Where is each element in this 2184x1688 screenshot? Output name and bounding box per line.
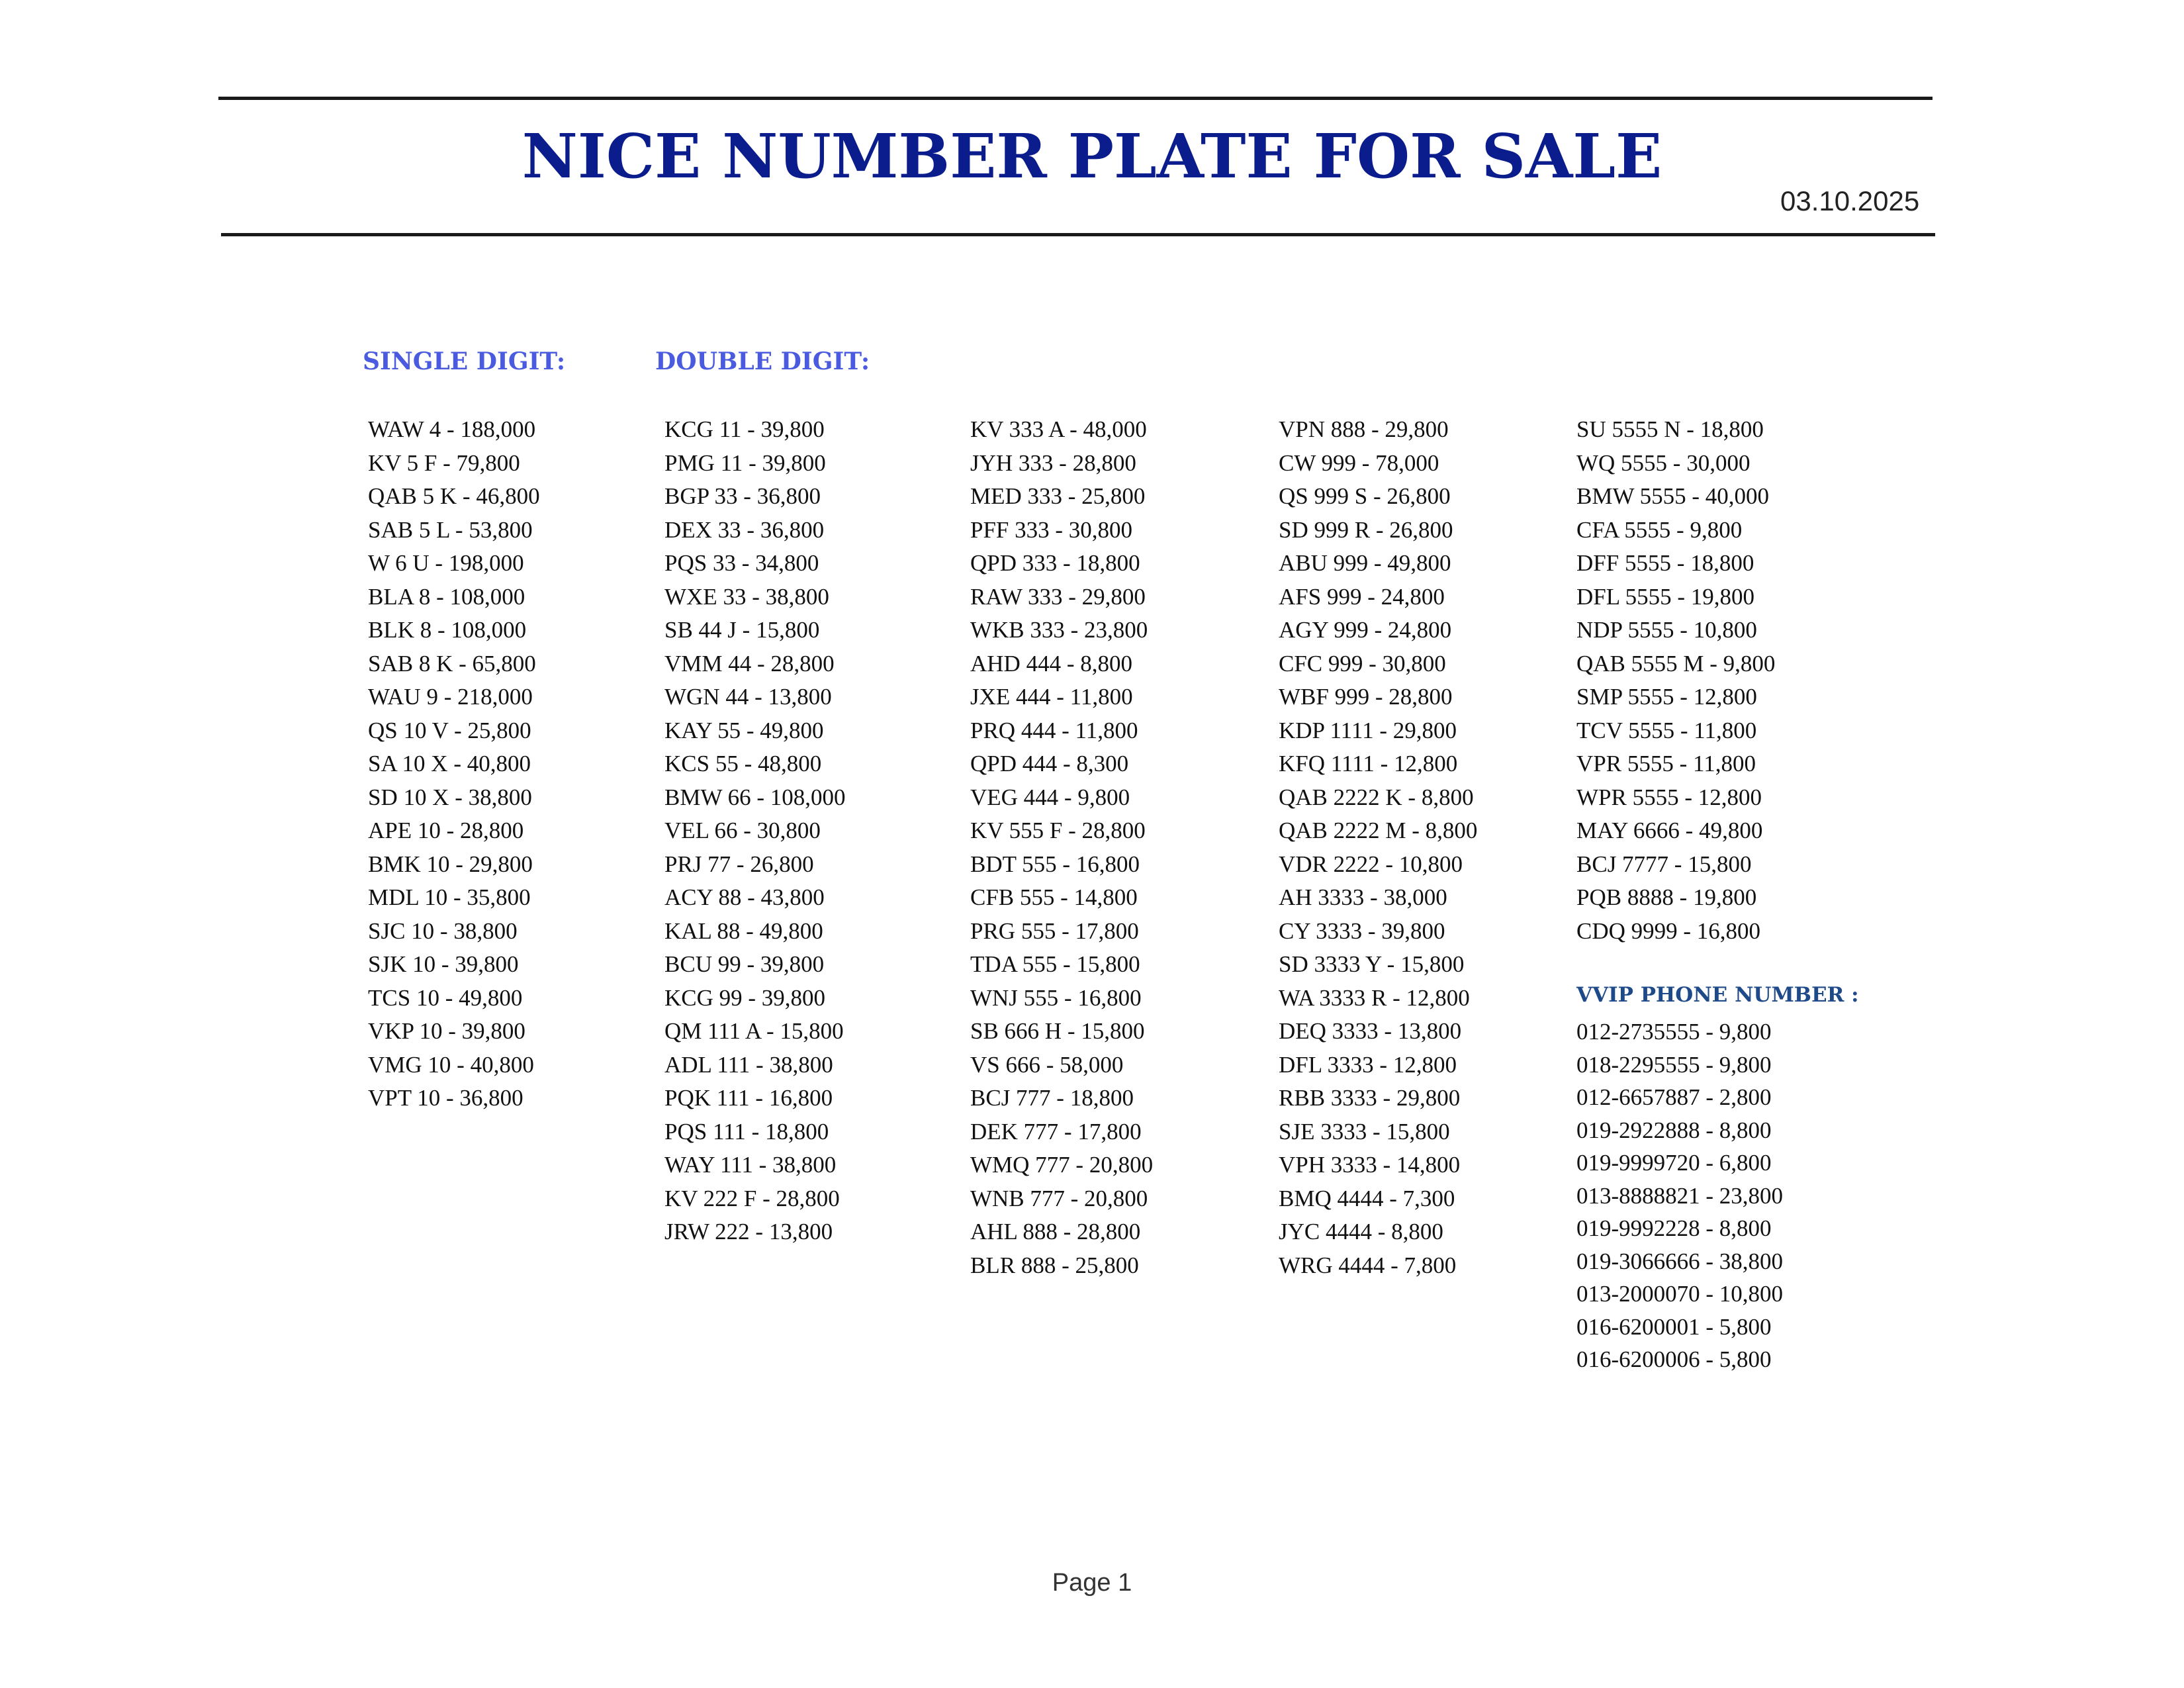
list-item: CFB 555 - 14,800 [970, 884, 1138, 910]
single-digit-heading: SINGLE DIGIT: [363, 348, 566, 375]
list-item: AHD 444 - 8,800 [970, 650, 1132, 677]
list-item: PMG 11 - 39,800 [664, 449, 826, 476]
list-item: RAW 333 - 29,800 [970, 583, 1146, 610]
list-item: SU 5555 N - 18,800 [1576, 416, 1764, 442]
document-date: 03.10.2025 [1780, 185, 1920, 216]
list-item: WA 3333 R - 12,800 [1279, 984, 1470, 1011]
list-item: VS 666 - 58,000 [970, 1051, 1124, 1078]
list-item: QAB 2222 M - 8,800 [1279, 818, 1478, 843]
list-item: TDA 555 - 15,800 [970, 951, 1140, 977]
list-item: 016-6200006 - 5,800 [1576, 1346, 1772, 1372]
list-item: QPD 333 - 18,800 [970, 550, 1140, 576]
list-item: SJE 3333 - 15,800 [1279, 1118, 1450, 1145]
list-item: WNJ 555 - 16,800 [970, 984, 1142, 1011]
list-item: APE 10 - 28,800 [368, 818, 524, 843]
list-item: ADL 111 - 38,800 [664, 1051, 833, 1078]
list-item: JYC 4444 - 8,800 [1279, 1219, 1443, 1244]
list-item: CW 999 - 78,000 [1279, 449, 1439, 476]
list-item: 013-8888821 - 23,800 [1576, 1182, 1784, 1209]
list-item: BMW 5555 - 40,000 [1576, 483, 1770, 509]
list-item: DFF 5555 - 18,800 [1576, 550, 1754, 576]
list-item: KCG 11 - 39,800 [664, 416, 825, 442]
list-item: CDQ 9999 - 16,800 [1576, 917, 1761, 944]
list-item: VEG 444 - 9,800 [970, 784, 1130, 810]
list-item: BCJ 7777 - 15,800 [1576, 851, 1752, 877]
list-item: AFS 999 - 24,800 [1279, 583, 1445, 610]
list-item: WXE 33 - 38,800 [664, 583, 829, 610]
list-item: BDT 555 - 16,800 [970, 851, 1140, 877]
list-item: KV 555 F - 28,800 [970, 818, 1146, 843]
list-item: VPT 10 - 36,800 [368, 1085, 523, 1111]
list-item: PRJ 77 - 26,800 [664, 851, 814, 877]
list-item: QPD 444 - 8,300 [970, 751, 1129, 776]
page-title: NICE NUMBER PLATE FOR SALE [522, 120, 1662, 192]
list-item: QAB 5 K - 46,800 [368, 483, 540, 509]
list-item: KCS 55 - 48,800 [664, 751, 822, 776]
list-item: BGP 33 - 36,800 [664, 483, 821, 509]
list-item: KAY 55 - 49,800 [664, 717, 824, 743]
list-item: PQS 33 - 34,800 [664, 550, 819, 576]
list-item: KV 5 F - 79,800 [368, 449, 520, 476]
list-item: CFC 999 - 30,800 [1279, 650, 1446, 677]
list-item: CY 3333 - 39,800 [1279, 917, 1445, 944]
list-item: SD 3333 Y - 15,800 [1279, 951, 1465, 977]
list-item: ACY 88 - 43,800 [664, 884, 825, 910]
list-item: SJC 10 - 38,800 [368, 917, 518, 944]
list-item: PQB 8888 - 19,800 [1576, 884, 1757, 910]
list-item: VPR 5555 - 11,800 [1576, 751, 1756, 776]
list-item: VPH 3333 - 14,800 [1279, 1152, 1461, 1178]
list-item: 019-9992228 - 8,800 [1576, 1215, 1772, 1241]
list-item: VMM 44 - 28,800 [664, 650, 835, 677]
list-item: VEL 66 - 30,800 [664, 818, 821, 843]
list-item: KDP 1111 - 29,800 [1279, 717, 1457, 743]
list-item: BLR 888 - 25,800 [970, 1252, 1139, 1278]
list-item: TCV 5555 - 11,800 [1576, 717, 1757, 743]
bottom-rule [221, 233, 1935, 236]
vvip-phone-section [1576, 985, 1859, 1376]
plate-column-2 [664, 413, 846, 1249]
list-item: 019-9999720 - 6,800 [1576, 1150, 1772, 1176]
list-item: SB 44 J - 15,800 [664, 617, 820, 643]
list-item: WPR 5555 - 12,800 [1576, 784, 1762, 810]
list-item: BMQ 4444 - 7,300 [1279, 1185, 1455, 1211]
list-item: PFF 333 - 30,800 [970, 516, 1133, 543]
plate-column-4 [1279, 413, 1477, 1282]
list-item: MAY 6666 - 49,800 [1576, 818, 1763, 843]
plate-column-3 [970, 413, 1153, 1282]
list-item: QAB 5555 M - 9,800 [1576, 650, 1776, 677]
list-item: QS 999 S - 26,800 [1279, 483, 1451, 509]
list-item: SJK 10 - 39,800 [368, 951, 519, 977]
list-item: WAW 4 - 188,000 [368, 416, 536, 442]
list-item: PQS 111 - 18,800 [664, 1118, 829, 1145]
list-item: WAY 111 - 38,800 [664, 1152, 837, 1178]
list-item: JRW 222 - 13,800 [664, 1219, 833, 1244]
list-item: 019-3066666 - 38,800 [1576, 1248, 1784, 1274]
list-item: PQK 111 - 16,800 [664, 1085, 833, 1111]
list-item: VDR 2222 - 10,800 [1279, 851, 1463, 877]
list-item: DFL 5555 - 19,800 [1576, 583, 1754, 610]
list-item: DEQ 3333 - 13,800 [1279, 1018, 1462, 1044]
list-item: MED 333 - 25,800 [970, 483, 1146, 509]
list-item: QS 10 V - 25,800 [368, 717, 531, 743]
list-item: WMQ 777 - 20,800 [970, 1152, 1154, 1178]
page-number: Page 1 [1052, 1569, 1132, 1597]
list-item: BLK 8 - 108,000 [368, 617, 527, 643]
list-item: KV 333 A - 48,000 [970, 416, 1147, 442]
list-item: SD 10 X - 38,800 [368, 784, 532, 810]
double-digit-heading: DOUBLE DIGIT: [655, 348, 870, 375]
list-item: WAU 9 - 218,000 [368, 684, 533, 710]
list-item: WGN 44 - 13,800 [664, 684, 832, 710]
list-item: PRQ 444 - 11,800 [970, 717, 1138, 743]
list-item: ABU 999 - 49,800 [1279, 550, 1451, 576]
list-item: BMW 66 - 108,000 [664, 784, 846, 810]
list-item: BCU 99 - 39,800 [664, 951, 825, 977]
list-item: WRG 4444 - 7,800 [1279, 1252, 1457, 1278]
list-item: 016-6200001 - 5,800 [1576, 1313, 1772, 1340]
vvip-phone-list [1576, 1015, 1859, 1376]
list-item: VMG 10 - 40,800 [368, 1051, 534, 1078]
list-item: WQ 5555 - 30,000 [1576, 449, 1751, 476]
list-item: WBF 999 - 28,800 [1279, 684, 1453, 710]
list-item: QM 111 A - 15,800 [664, 1018, 844, 1044]
list-item: 012-2735555 - 9,800 [1576, 1019, 1772, 1045]
list-item: BCJ 777 - 18,800 [970, 1085, 1134, 1111]
list-item: KCG 99 - 39,800 [664, 984, 826, 1011]
list-item: BMK 10 - 29,800 [368, 851, 533, 877]
list-item: PRG 555 - 17,800 [970, 917, 1139, 944]
list-item: KFQ 1111 - 12,800 [1279, 751, 1458, 776]
list-item: 013-2000070 - 10,800 [1576, 1281, 1784, 1307]
vvip-phone-heading: VVIP PHONE NUMBER : [1576, 983, 1859, 1007]
list-item: MDL 10 - 35,800 [368, 884, 531, 910]
list-item: SD 999 R - 26,800 [1279, 516, 1453, 543]
list-item: SAB 5 L - 53,800 [368, 516, 533, 543]
list-item: QAB 2222 K - 8,800 [1279, 784, 1474, 810]
list-item: W 6 U - 198,000 [368, 550, 524, 576]
list-item: NDP 5555 - 10,800 [1576, 617, 1757, 643]
list-item: KV 222 F - 28,800 [664, 1185, 840, 1211]
list-item: CFA 5555 - 9,800 [1576, 516, 1743, 543]
plate-column-5 [1576, 413, 1775, 948]
list-item: WNB 777 - 20,800 [970, 1185, 1148, 1211]
list-item: JYH 333 - 28,800 [970, 449, 1136, 476]
list-item: SA 10 X - 40,800 [368, 751, 531, 776]
list-item: 018-2295555 - 9,800 [1576, 1051, 1772, 1078]
list-item: 019-2922888 - 8,800 [1576, 1117, 1772, 1143]
list-item: SAB 8 K - 65,800 [368, 650, 536, 677]
list-item: DFL 3333 - 12,800 [1279, 1051, 1457, 1078]
list-item: VPN 888 - 29,800 [1279, 416, 1449, 442]
list-item: JXE 444 - 11,800 [970, 684, 1133, 710]
list-item: DEK 777 - 17,800 [970, 1118, 1142, 1145]
list-item: BLA 8 - 108,000 [368, 583, 525, 610]
list-item: AGY 999 - 24,800 [1279, 617, 1452, 643]
plate-column-1 [368, 413, 540, 1115]
list-item: TCS 10 - 49,800 [368, 984, 523, 1011]
list-item: VKP 10 - 39,800 [368, 1018, 525, 1044]
list-item: AHL 888 - 28,800 [970, 1219, 1141, 1244]
list-item: DEX 33 - 36,800 [664, 516, 825, 543]
list-item: KAL 88 - 49,800 [664, 917, 823, 944]
top-rule [218, 97, 1933, 100]
list-item: 012-6657887 - 2,800 [1576, 1084, 1772, 1110]
list-item: SMP 5555 - 12,800 [1576, 684, 1757, 710]
list-item: SB 666 H - 15,800 [970, 1018, 1145, 1044]
list-item: WKB 333 - 23,800 [970, 617, 1148, 643]
list-item: RBB 3333 - 29,800 [1279, 1085, 1461, 1111]
list-item: AH 3333 - 38,000 [1279, 884, 1447, 910]
